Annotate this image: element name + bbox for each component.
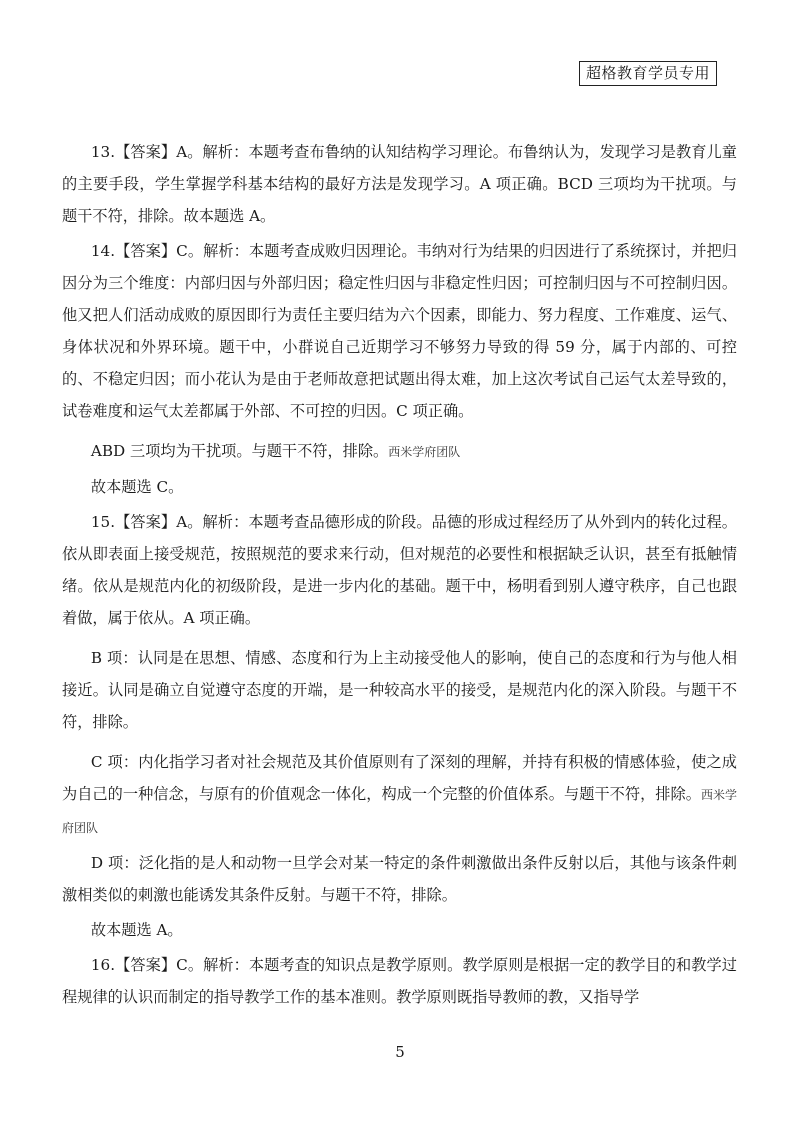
paragraph-q14-conclusion [62, 471, 737, 503]
watermark-text: 西米学府团队 [62, 788, 737, 835]
page-number: 5 [395, 1043, 405, 1061]
paragraph-text: C 项：内化指学习者对社会规范及其价值原则有了深刻的理解，并持有积极的情感体验，使之成为自己的一种信念，与原有的价值观念一体化，构成一个完整的价值体系。与题干不符，排除。 [62, 753, 737, 803]
paragraph-q16 [62, 949, 737, 1013]
paragraph-text: 16.【答案】C。解析：本题考查的知识点是教学原则。教学原则是根据一定的教学目的和教学过程规律的认识而制定的指导教学工作的基本准则。教学原则既指导教师的教，又指导学 [62, 956, 737, 1006]
paragraph-q15 [62, 506, 737, 634]
paragraph-text: 13.【答案】A。解析：本题考查布鲁纳的认知结构学习理论。布鲁纳认为，发现学习是教育儿童的主要手段，学生掌握学科基本结构的最好方法是发现学习。A 项正确。BCD 三项均为干扰项。与题干不符，排除。故本题选 A。 [62, 143, 737, 225]
paragraph-q15-b [62, 642, 737, 738]
header-label: 超格教育学员专用 [579, 61, 717, 86]
paragraph-text: 故本题选 C。 [90, 478, 184, 496]
paragraph-q15-d [62, 847, 737, 911]
paragraph-text: ABD 三项均为干扰项。与题干不符，排除。 [90, 442, 389, 460]
paragraph-q15-c [62, 746, 737, 844]
watermark-text: 西米学府团队 [388, 445, 461, 459]
paragraph-text: 14.【答案】C。解析：本题考查成败归因理论。韦纳对行为结果的归因进行了系统探讨，并把归因分为三个维度：内部归因与外部归因；稳定性归因与非稳定性归因；可控制归因与不可控制归因。他又把人们活动成败的原因即行为责任主要归结为六个因素，即能力、努力程度、工作难度、运气、身体状况和外界环境。题干中，小群说自己近期学习不够努力导致的得 59 分，属于内部的、可控的、不稳定归因；而小花认为是由于老师故意把试题出得太难，加上这次考试自己运气太差导致的，试卷难度和运气太差都属于外部、不可控的归因。C 项正确。 [62, 242, 737, 420]
paragraph-q15-conclusion [62, 914, 737, 946]
paragraph-text: 15.【答案】A。解析：本题考查品德形成的阶段。品德的形成过程经历了从外到内的转化过程。依从即表面上接受规范，按照规范的要求来行动，但对规范的必要性和根据缺乏认识，甚至有抵触情绪。依从是规范内化的初级阶段，是进一步内化的基础。题干中，杨明看到别人遵守秩序，自己也跟着做，属于依从。A 项正确。 [62, 513, 737, 627]
paragraph-q13 [62, 136, 737, 232]
paragraph-text: 故本题选 A。 [90, 921, 183, 939]
paragraph-text: D 项：泛化指的是人和动物一旦学会对某一特定的条件刺激做出条件反射以后，其他与该条件刺激相类似的刺激也能诱发其条件反射。与题干不符，排除。 [62, 854, 737, 904]
answer-explanations [62, 136, 737, 1013]
paragraph-q14-abd [62, 435, 737, 468]
paragraph-q14 [62, 235, 737, 427]
paragraph-text: B 项：认同是在思想、情感、态度和行为上主动接受他人的影响，使自己的态度和行为与他人相接近。认同是确立自觉遵守态度的开端，是一种较高水平的接受，是规范内化的深入阶段。与题干不符，排除。 [62, 649, 737, 731]
